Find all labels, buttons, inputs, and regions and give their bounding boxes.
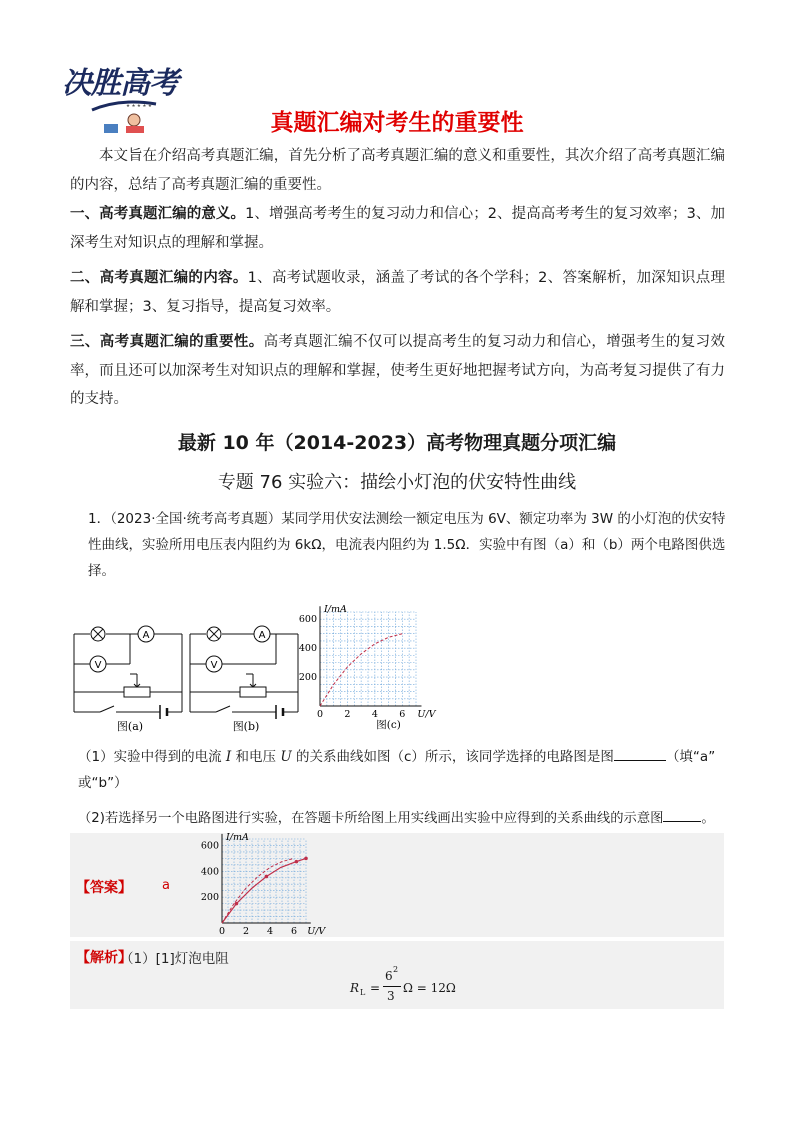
data-point (304, 857, 308, 861)
x-tick-label: 4 (266, 926, 274, 937)
data-point (265, 875, 269, 879)
x-tick-label: 0 (316, 709, 324, 720)
question-part-2 (78, 806, 738, 832)
data-point (295, 860, 299, 864)
y-tick-label: 200 (200, 892, 219, 904)
x-tick-label: 2 (344, 709, 351, 720)
logo-subtext: ★ ★ ★ ★ ★ (126, 104, 152, 109)
y-axis-label: I/mA (324, 604, 347, 616)
answer-value: a (162, 878, 170, 893)
part1-var-i: I (225, 749, 232, 765)
voltmeter-label: V (94, 660, 102, 671)
logo-text: 决胜高考 (62, 66, 178, 101)
section-importance (70, 328, 725, 414)
voltmeter-label: V (210, 660, 218, 671)
answer-graph (198, 831, 326, 937)
x-axis-label: U/V (417, 709, 436, 720)
figure-c-caption: 图(c) (376, 719, 401, 731)
y-tick-label: 600 (298, 614, 317, 626)
x-tick-label: 4 (371, 709, 378, 720)
section-body: 高考真题汇编不仅可以提高考生的复习动力和信心，增强考生的复习效率，而且还可以加深考生对知识点的理解和掌握，使考生更好地把握考试方向，为高考复习提供了有力的支持。 (70, 334, 725, 407)
analysis-box (70, 941, 724, 1009)
answer-blank-1[interactable] (614, 760, 666, 761)
formula-denominator: 3 (387, 989, 395, 1003)
part1-text-c: 的关系曲线如图（c）所示，该同学选择的电路图是图 (291, 749, 614, 765)
figure-a-caption: 图(a) (116, 720, 144, 733)
analysis-label: 【解析】 (76, 950, 132, 966)
circuit-a (70, 618, 190, 738)
graph-c (294, 604, 434, 734)
part2-end: 。 (701, 811, 715, 826)
question-stem-text: 1．（2023·全国·统考高考真题）某同学用伏安法测绘一额定电压为 6V、额定功率为 3W 的小灯泡的伏安特性曲线，实验所用电压表内阻约为 6kΩ，电流表内阻约为 1.5Ω．实验中有图（a）和（b）两个电路图供选择。 (88, 511, 726, 579)
circuit-b (186, 618, 306, 738)
formula-exponent: 2 (393, 965, 399, 974)
part1-text-e: 或“b”） (78, 775, 128, 791)
x-tick-label: 2 (242, 926, 250, 937)
y-tick-label: 400 (200, 866, 219, 878)
topic-subtitle: 专题 76 实验六：描绘小灯泡的伏安特性曲线 (217, 472, 577, 493)
question-stem (88, 506, 728, 584)
data-point (235, 902, 239, 906)
answer-blank-2[interactable] (663, 821, 701, 822)
answer-box (70, 833, 724, 937)
section-body: 1、高考试题收录，涵盖了考试的各个学科；2、答案解析，加深知识点理解和掌握；3、复习指导，提高复习效率。 (70, 270, 725, 315)
analysis-text: （1）[1]灯泡电阻 (120, 951, 229, 967)
document-title: 真题汇编对考生的重要性 (270, 110, 524, 136)
part1-text-d: （填“a” (665, 749, 716, 765)
part1-var-u: U (280, 749, 292, 765)
formula-subscript: L (360, 988, 366, 997)
answer-label: 【答案】 (76, 880, 132, 896)
resistance-formula: R L = 6 2 3 Ω = 12Ω (350, 965, 456, 1003)
section-heading: 一、高考真题汇编的意义。 (70, 206, 246, 222)
y-tick-label: 200 (298, 672, 317, 684)
ammeter-label: A (258, 630, 266, 641)
formula-numerator: 6 (385, 969, 393, 983)
section-content (70, 264, 725, 321)
x-axis-label: U/V (307, 926, 326, 937)
y-axis-label: I/mA (226, 831, 249, 843)
figure-b-caption: 图(b) (232, 720, 260, 733)
x-tick-label: 0 (218, 926, 226, 937)
y-tick-label: 600 (200, 840, 219, 852)
part1-text-b: 和电压 (231, 749, 281, 765)
y-tick-label: 400 (298, 643, 317, 655)
x-tick-label: 6 (399, 709, 406, 720)
question-part-1 (78, 744, 728, 796)
x-tick-label: 6 (290, 926, 298, 937)
part1-text-a: （1）实验中得到的电流 (78, 749, 226, 765)
section-heading: 二、高考真题汇编的内容。 (70, 270, 248, 286)
section-meaning (70, 200, 725, 257)
formula-symbol: R (350, 981, 360, 995)
part2-text: （2)若选择另一个电路图进行实验，在答题卡所给图上用实线画出实验中应得到的关系曲线的示意图 (78, 811, 664, 826)
section-body: 1、增强高考考生的复习动力和信心；2、提高高考考生的复习效率；3、加深考生对知识点的理解和掌握。 (70, 206, 725, 251)
main-title: 最新 10 年（2014-2023）高考物理真题分项汇编 (177, 432, 617, 454)
section-heading: 三、高考真题汇编的重要性。 (70, 334, 264, 350)
ammeter-label: A (142, 630, 150, 641)
formula-result: Ω = 12Ω (403, 981, 456, 995)
intro-paragraph: 本文旨在介绍高考真题汇编，首先分析了高考真题汇编的意义和重要性，其次介绍了高考真题汇编的内容，总结了高考真题汇编的重要性。 (70, 148, 725, 193)
